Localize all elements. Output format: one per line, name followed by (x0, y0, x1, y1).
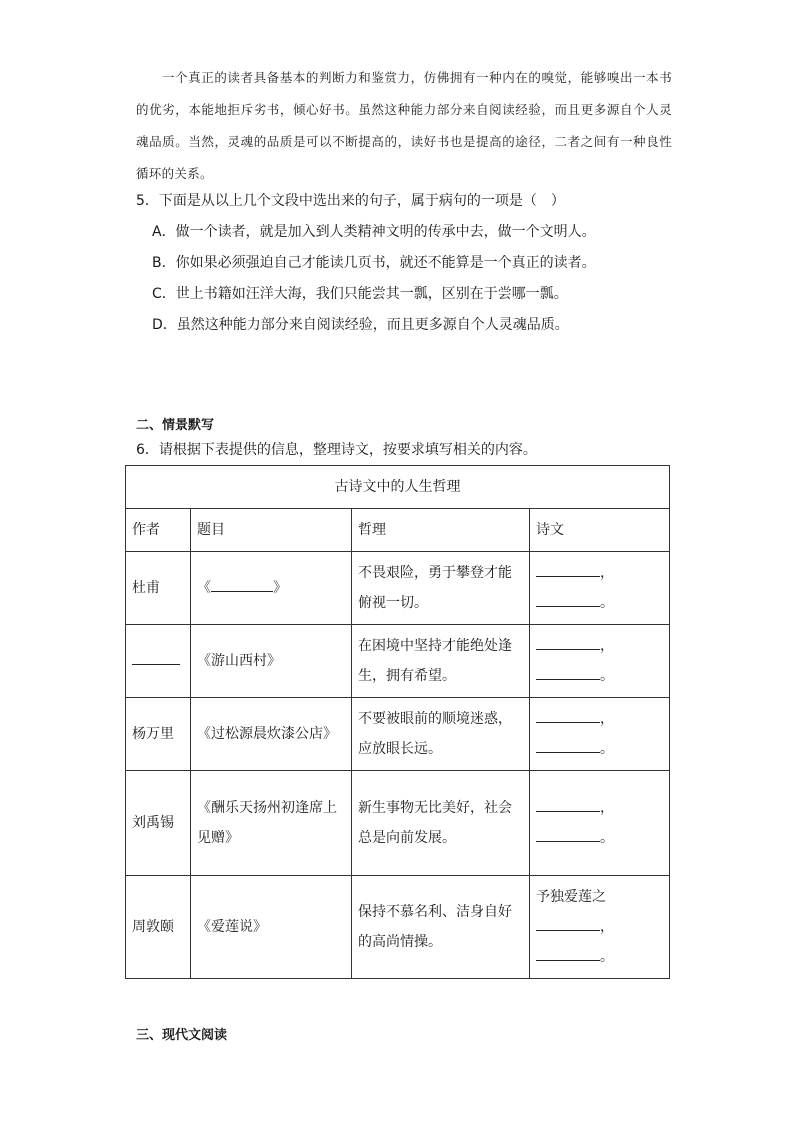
reading-passage: 一个真正的读者具备基本的判断力和鉴赏力，仿佛拥有一种内在的嗅觉，能够嗅出一本书的优劣，本能地拒斥劣书，倾心好书。虽然这种能力部分来自阅读经验，而且更多源自个人灵魂品质。当然，灵魂的品质是可以不断提高的，读好书也是提高的途径，二者之间有一种良性循环的关系。 (136, 70, 672, 181)
philosophy-cell: 不要被眼前的顺境迷惑，应放眼长远。 (352, 698, 530, 771)
poem-prefix: 予独爱莲之 (536, 889, 606, 905)
section-3-heading: 三、现代文阅读 (136, 1028, 228, 1043)
poem-blank[interactable] (536, 663, 600, 680)
philosophy-cell: 不畏艰险，勇于攀登才能俯视一切。 (352, 552, 530, 625)
table-row (126, 552, 670, 625)
philosophy-table (125, 465, 670, 979)
philosophy-cell: 在困境中坚持才能绝处逢生，拥有希望。 (352, 625, 530, 698)
header-poem: 诗文 (530, 509, 670, 552)
title-cell: 《游山西村》 (191, 625, 352, 698)
table-title: 古诗文中的人生哲理 (126, 466, 670, 509)
philosophy-cell: 新生事物无比美好，社会总是向前发展。 (352, 771, 530, 876)
poem-blank[interactable] (536, 736, 600, 753)
poem-cell: ， 。 (530, 771, 670, 876)
title-cell: 《酬乐天扬州初逢席上见赠》 (191, 771, 352, 876)
poem-cell: ， 。 (530, 625, 670, 698)
poem-blank[interactable] (536, 706, 600, 723)
philosophy-cell: 保持不慕名利、洁身自好的高尚情操。 (352, 876, 530, 979)
poem-blank[interactable] (536, 944, 600, 961)
poem-blank[interactable] (536, 590, 600, 607)
author-cell: 杨万里 (126, 698, 191, 771)
poem-cell: 予独爱莲之 ， 。 (530, 876, 670, 979)
option-c: C．世上书籍如汪洋大海，我们只能尝其一瓢，区别在于尝哪一瓢。 (152, 286, 568, 302)
poem-blank[interactable] (536, 795, 600, 812)
author-blank[interactable] (132, 648, 180, 665)
poem-blank[interactable] (536, 560, 600, 577)
poem-blank[interactable] (536, 633, 600, 650)
poem-cell: ， 。 (530, 698, 670, 771)
title-cell: 《爱莲说》 (191, 876, 352, 979)
author-cell: 杜甫 (126, 552, 191, 625)
title-blank[interactable] (211, 575, 273, 592)
author-cell: 周敦颐 (126, 876, 191, 979)
title-cell: 《过松源晨炊漆公店》 (191, 698, 352, 771)
table-row (126, 625, 670, 698)
option-b: B．你如果必须强迫自己才能读几页书，就还不能算是一个真正的读者。 (152, 255, 596, 271)
table-row (126, 771, 670, 876)
poem-blank[interactable] (536, 914, 600, 931)
header-philosophy: 哲理 (352, 509, 530, 552)
author-cell (126, 625, 191, 698)
question-5-stem: 5．下面是从以上几个文段中选出来的句子，属于病句的一项是（ ） (136, 193, 565, 209)
header-author: 作者 (126, 509, 191, 552)
author-cell: 刘禹锡 (126, 771, 191, 876)
question-5 (136, 188, 596, 338)
table-row (126, 876, 670, 979)
section-2-heading: 二、情景默写 (136, 418, 215, 433)
poem-cell: ， 。 (530, 552, 670, 625)
option-a: A．做一个读者，就是加入到人类精神文明的传承中去，做一个文明人。 (152, 224, 596, 240)
question-6-stem: 6．请根据下表提供的信息，整理诗文，按要求填写相关的内容。 (136, 442, 537, 458)
table-row (126, 698, 670, 771)
option-d: D．虽然这种能力部分来自阅读经验，而且更多源自个人灵魂品质。 (152, 317, 569, 333)
title-cell: 《 》 (191, 552, 352, 625)
poem-blank[interactable] (536, 825, 600, 842)
header-title: 题目 (191, 509, 352, 552)
